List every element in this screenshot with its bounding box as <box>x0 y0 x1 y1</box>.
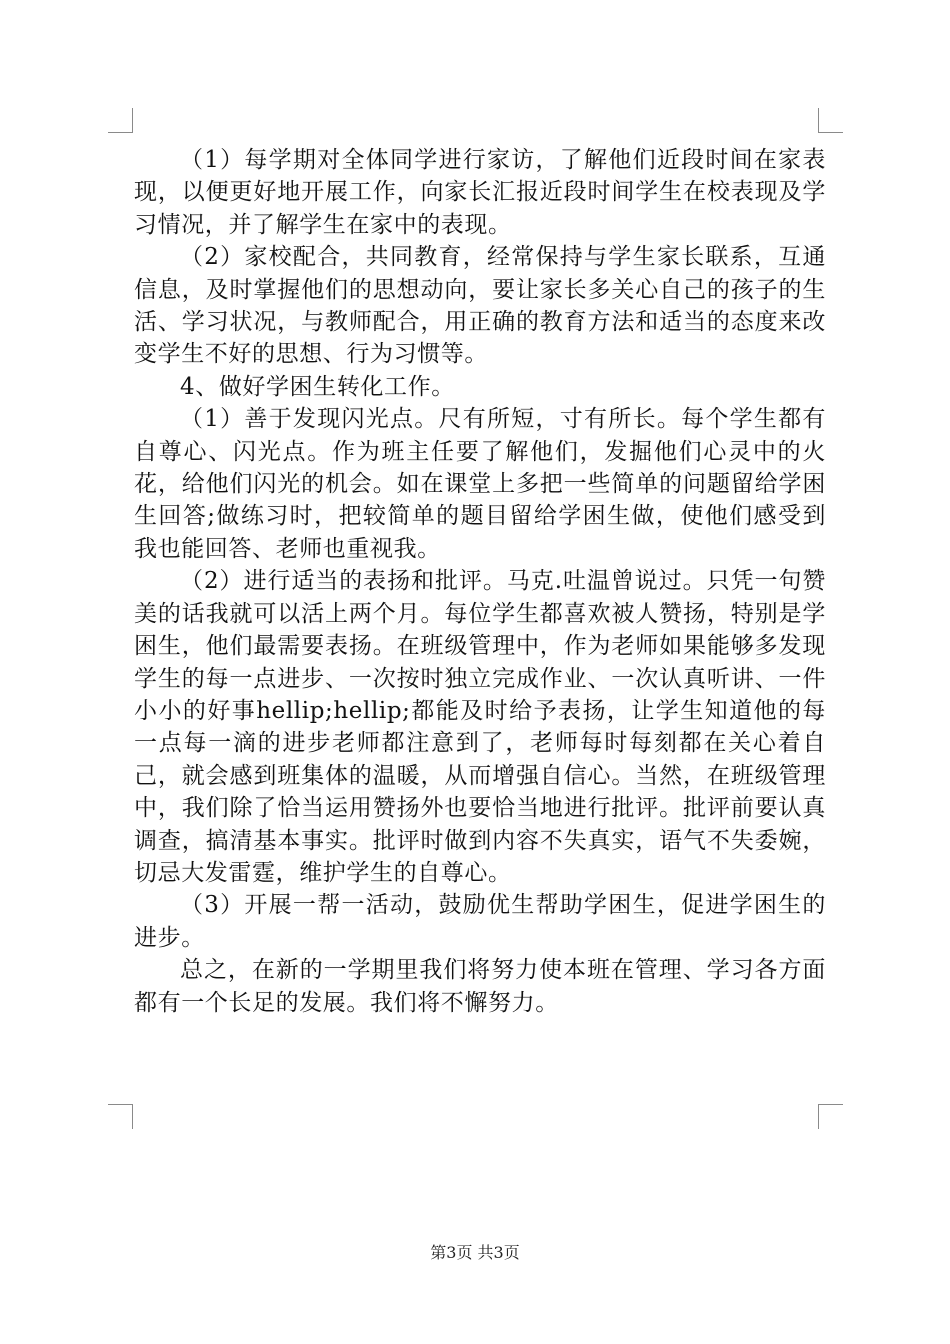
crop-mark-top-right <box>818 108 843 133</box>
paragraph-home-school-cooperation: （2）家校配合，共同教育，经常保持与学生家长联系，互通信息，及时掌握他们的思想动向，要让家长多关心自己的孩子的生活、学习状况，与教师配合，用正确的教育方法和适当的态度来改变学生不好的思想、行为习惯等。 <box>134 244 826 368</box>
page-number-footer: 第3页 共3页 <box>430 1243 520 1262</box>
paragraph-conclusion: 总之，在新的一学期里我们将努力使本班在管理、学习各方面都有一个长足的发展。我们将不懈努力。 <box>134 957 826 1016</box>
document-body <box>134 144 826 1019</box>
crop-mark-bottom-left <box>108 1104 133 1129</box>
paragraph-praise-and-criticism: （2）进行适当的表扬和批评。马克.吐温曾说过。只凭一句赞美的话我就可以活上两个月。每位学生都喜欢被人赞扬，特别是学困生，他们最需要表扬。在班级管理中，作为老师如果能够多发现学生的每一点进步、一次按时独立完成作业、一次认真听讲、一件小小的好事hellip;hellip;都能及时给予表扬，让学生知道他的每一点每一滴的进步老师都注意到了，老师每时每刻都在关心着自己，就会感到班集体的温暖，从而增强自信心。当然，在班级管理中，我们除了恰当运用赞扬外也要恰当地进行批评。批评前要认真调查，搞清基本事实。批评时做到内容不失真实，语气不失委婉，切忌大发雷霆，维护学生的自尊心。 <box>134 568 826 886</box>
paragraph-find-strengths: （1）善于发现闪光点。尺有所短，寸有所长。每个学生都有自尊心、闪光点。作为班主任要了解他们，发掘他们心灵中的火花，给他们闪光的机会。如在课堂上多把一些简单的问题留给学困生回答;做练习时，把较简单的题目留给学困生做，使他们感受到我也能回答、老师也重视我。 <box>134 406 826 562</box>
paragraph-home-visits: （1）每学期对全体同学进行家访，了解他们近段时间在家表现，以便更好地开展工作，向家长汇报近段时间学生在校表现及学习情况，并了解学生在家中的表现。 <box>134 147 826 238</box>
paragraph-peer-help: （3）开展一帮一活动，鼓励优生帮助学困生，促进学困生的进步。 <box>134 892 826 951</box>
section-heading-struggling-students: 4、做好学困生转化工作。 <box>180 373 455 400</box>
crop-mark-bottom-right <box>818 1104 843 1129</box>
crop-mark-top-left <box>108 108 133 133</box>
